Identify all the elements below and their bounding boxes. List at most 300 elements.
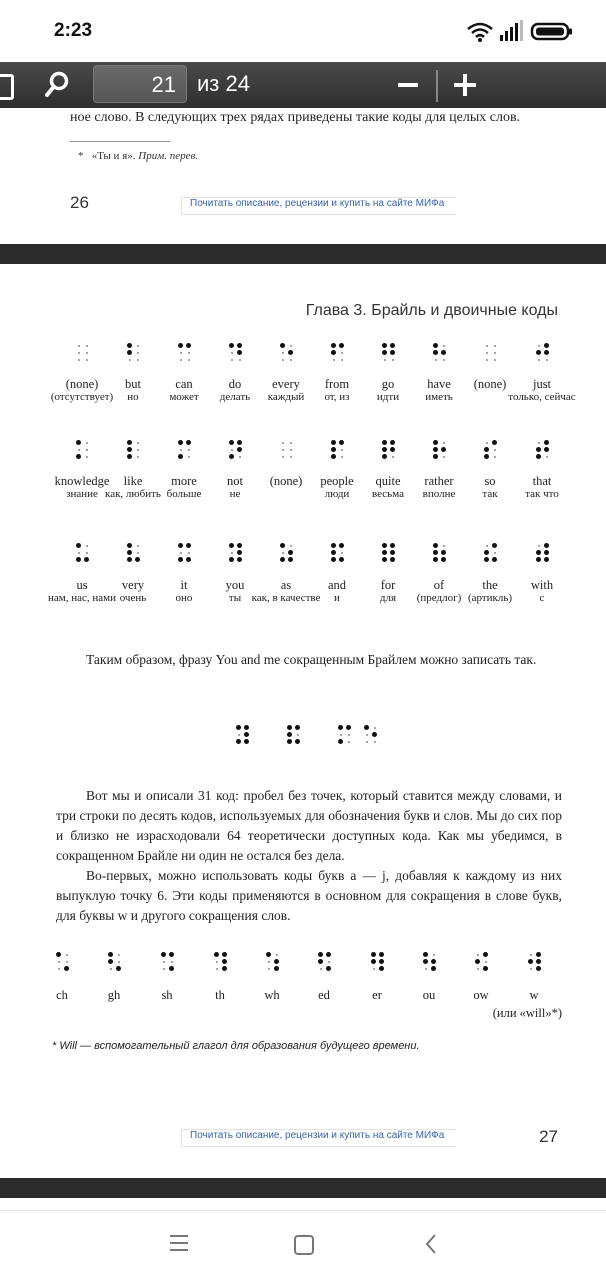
label-en: from [324, 377, 350, 391]
braille-dot-6 [186, 454, 191, 459]
label-ru: вполне [422, 488, 456, 500]
braille-dot-3 [76, 454, 81, 459]
braille-dot-4 [274, 952, 279, 957]
braille-dot-5 [372, 732, 377, 737]
braille-dot-6 [169, 966, 174, 971]
braille-dot-4 [222, 952, 227, 957]
page-number-27: 27 [539, 1127, 558, 1146]
braille-dot-2 [364, 732, 369, 737]
search-icon[interactable] [44, 71, 70, 99]
braille-dot-6 [441, 357, 446, 362]
status-bar [0, 0, 606, 62]
braille-dot-6 [288, 357, 293, 362]
braille-dot-3 [236, 739, 241, 744]
braille-dot-6 [431, 966, 436, 971]
braille-dot-4 [390, 543, 395, 548]
label-en: but [125, 377, 141, 391]
braille-dot-5 [288, 350, 293, 355]
braille-dot-4 [186, 543, 191, 548]
braille-dot-1 [287, 725, 292, 730]
label-en: (none) [269, 474, 303, 488]
braille-dot-1 [318, 952, 323, 957]
braille-dot-5 [326, 959, 331, 964]
braille-dot-6 [339, 357, 344, 362]
label-en: knowledge [54, 474, 110, 488]
wifi-icon [468, 24, 492, 42]
label-ru: идти [376, 391, 400, 403]
braille-dot-1 [484, 343, 489, 348]
braille-dot-1 [161, 952, 166, 957]
label-ru: может [169, 391, 199, 403]
braille-dot-3 [475, 966, 480, 971]
page-separator-top [0, 244, 606, 264]
braille-dot-5 [492, 350, 497, 355]
reader-toolbar [0, 62, 606, 108]
braille-dot-2 [475, 959, 480, 964]
label-en: w [529, 988, 539, 1002]
braille-dot-2 [178, 550, 183, 555]
braille-dot-3 [382, 357, 387, 362]
braille-dot-4 [84, 543, 89, 548]
braille-dot-2 [127, 550, 132, 555]
braille-dot-1 [229, 343, 234, 348]
braille-dot-2 [214, 959, 219, 964]
braille-dot-2 [280, 447, 285, 452]
label-en: gh [107, 988, 121, 1002]
label-ru: нам, нас, нами [48, 592, 116, 604]
braille-dot-6 [274, 966, 279, 971]
braille-dot-4 [64, 952, 69, 957]
mif-link-top[interactable]: Почитать описание, рецензии и купить на сайте МИФа [181, 197, 456, 215]
braille-dot-6 [237, 454, 242, 459]
braille-dot-1 [331, 440, 336, 445]
braille-dot-5 [492, 447, 497, 452]
braille-dot-5 [244, 732, 249, 737]
braille-dot-1 [484, 543, 489, 548]
braille-dot-4 [346, 725, 351, 730]
zoom-in-icon[interactable] [454, 74, 476, 96]
label-ru: очень [119, 592, 147, 604]
braille-dot-5 [390, 447, 395, 452]
braille-dot-5 [544, 447, 549, 452]
label-en: it [180, 578, 188, 592]
page-number-26: 26 [70, 193, 89, 212]
braille-dot-6 [84, 357, 89, 362]
paragraph-2 [56, 786, 562, 926]
label-en: of [433, 578, 445, 592]
braille-dot-4 [492, 440, 497, 445]
label-en: as [280, 578, 292, 592]
braille-dot-5 [492, 550, 497, 555]
previous-page [0, 108, 606, 244]
braille-dot-5 [346, 732, 351, 737]
braille-dot-1 [76, 343, 81, 348]
document-icon[interactable] [0, 74, 14, 100]
braille-dot-4 [483, 952, 488, 957]
braille-dot-4 [536, 952, 541, 957]
braille-dot-5 [483, 959, 488, 964]
braille-dot-3 [331, 454, 336, 459]
braille-dot-1 [536, 440, 541, 445]
braille-dot-2 [331, 447, 336, 452]
braille-dot-3 [536, 454, 541, 459]
braille-dot-1 [127, 543, 132, 548]
braille-dot-3 [371, 966, 376, 971]
braille-dot-2 [76, 550, 81, 555]
braille-dot-2 [236, 732, 241, 737]
braille-dot-5 [222, 959, 227, 964]
footnote-rule [70, 141, 170, 142]
braille-dot-4 [379, 952, 384, 957]
braille-dot-6 [492, 357, 497, 362]
braille-dot-2 [161, 959, 166, 964]
label-ru: (отсутствует) [50, 391, 114, 403]
label-en: just [532, 377, 552, 391]
braille-dot-5 [339, 350, 344, 355]
braille-dot-3 [423, 966, 428, 971]
braille-dot-1 [229, 543, 234, 548]
braille-dot-3 [287, 739, 292, 744]
braille-dot-3 [433, 357, 438, 362]
braille-dot-6 [186, 357, 191, 362]
label-en: and [327, 578, 347, 592]
braille-dot-5 [84, 447, 89, 452]
braille-dot-5 [135, 550, 140, 555]
chapter-title: Глава 3. Брайль и двоичные коды [305, 302, 558, 319]
braille-dot-1 [364, 725, 369, 730]
braille-dot-1 [433, 343, 438, 348]
braille-dot-1 [56, 952, 61, 957]
label-ru: знание [66, 488, 98, 500]
label-en: the [482, 578, 498, 592]
braille-dot-3 [161, 966, 166, 971]
label-en: sh [161, 988, 173, 1002]
braille-dot-6 [288, 557, 293, 562]
braille-dot-6 [492, 454, 497, 459]
page-count: из 24 [197, 71, 250, 96]
braille-dot-5 [441, 350, 446, 355]
label-ru: для [379, 592, 397, 604]
braille-dot-2 [484, 350, 489, 355]
label-en: go [381, 377, 395, 391]
label-ru: только, сейчас [508, 391, 576, 403]
braille-dot-3 [229, 454, 234, 459]
braille-dot-3 [536, 557, 541, 562]
braille-dot-4 [237, 440, 242, 445]
braille-dot-4 [288, 343, 293, 348]
label-en: you [225, 578, 245, 592]
braille-dot-5 [288, 447, 293, 452]
braille-dot-6 [536, 966, 541, 971]
braille-dot-4 [544, 440, 549, 445]
braille-dot-5 [441, 550, 446, 555]
label-ru: весьма [372, 488, 404, 500]
braille-dot-2 [371, 959, 376, 964]
status-icons [464, 20, 584, 44]
braille-dot-2 [331, 350, 336, 355]
braille-dot-2 [76, 350, 81, 355]
braille-dot-1 [280, 343, 285, 348]
braille-dot-5 [135, 350, 140, 355]
braille-dot-2 [229, 447, 234, 452]
braille-dot-2 [56, 959, 61, 964]
braille-dot-2 [229, 550, 234, 555]
braille-dot-6 [390, 357, 395, 362]
label-en: rather [424, 474, 454, 488]
braille-dot-4 [339, 440, 344, 445]
label-ru: так [482, 488, 498, 500]
braille-dot-2 [484, 447, 489, 452]
braille-dot-2 [382, 447, 387, 452]
paragraph-2a-text: Вот мы и описали 31 код: пробел без точек, который ставится между словами, и три строки по десять кодов, используемых для обозначения букв и слов. Мы до сих пор и близко не израсходовали 64 теоретически доступных кода. Как мы убедимся, в сокращенном Брайле ни один не остался без дела. [56, 788, 562, 863]
braille-dot-4 [135, 440, 140, 445]
braille-dot-3 [338, 739, 343, 744]
braille-dot-6 [339, 557, 344, 562]
braille-dot-4 [441, 343, 446, 348]
braille-dot-4 [237, 543, 242, 548]
braille-dot-3 [433, 454, 438, 459]
braille-dot-2 [338, 732, 343, 737]
braille-dot-3 [484, 557, 489, 562]
braille-dot-2 [536, 350, 541, 355]
braille-dot-2 [484, 550, 489, 555]
braille-dot-6 [288, 454, 293, 459]
label-ru: не [229, 488, 241, 500]
braille-dot-2 [423, 959, 428, 964]
label-ru: как, в качестве [251, 592, 321, 604]
braille-dot-1 [484, 440, 489, 445]
braille-dot-3 [280, 357, 285, 362]
braille-dot-5 [135, 447, 140, 452]
braille-dot-2 [382, 550, 387, 555]
braille-dot-5 [237, 550, 242, 555]
braille-dot-3 [229, 357, 234, 362]
braille-dot-2 [280, 550, 285, 555]
braille-dot-4 [244, 725, 249, 730]
braille-dot-3 [127, 454, 132, 459]
mif-link-bottom[interactable]: Почитать описание, рецензии и купить на сайте МИФа [181, 1129, 456, 1147]
braille-dot-1 [536, 343, 541, 348]
braille-dot-3 [214, 966, 219, 971]
braille-dot-3 [127, 557, 132, 562]
label-en: do [228, 377, 242, 391]
braille-dot-1 [382, 440, 387, 445]
braille-dot-2 [287, 732, 292, 737]
braille-dot-2 [127, 447, 132, 452]
braille-dot-6 [441, 557, 446, 562]
braille-dot-6 [339, 454, 344, 459]
braille-dot-1 [236, 725, 241, 730]
braille-dot-2 [229, 350, 234, 355]
braille-dot-1 [214, 952, 219, 957]
braille-label [505, 377, 579, 404]
braille-dot-2 [76, 447, 81, 452]
braille-dot-5 [169, 959, 174, 964]
braille-dot-1 [382, 543, 387, 548]
braille-dot-6 [135, 454, 140, 459]
prev-page-footnote [78, 150, 198, 162]
braille-dot-1 [338, 725, 343, 730]
braille-dot-5 [390, 350, 395, 355]
braille-dot-6 [116, 966, 121, 971]
braille-dot-2 [108, 959, 113, 964]
braille-dot-6 [544, 454, 549, 459]
braille-dot-3 [382, 454, 387, 459]
label-en: th [215, 988, 225, 1002]
braille-dot-3 [108, 966, 113, 971]
braille-dot-3 [433, 557, 438, 562]
braille-dot-2 [127, 350, 132, 355]
braille-dot-1 [178, 440, 183, 445]
label-ru: каждый [267, 391, 305, 403]
braille-dot-5 [274, 959, 279, 964]
braille-dot-5 [84, 550, 89, 555]
braille-dot-4 [492, 343, 497, 348]
label-ru: (артикль) [467, 592, 513, 604]
page-separator-bottom [0, 1178, 606, 1198]
braille-dot-6 [244, 739, 249, 744]
label-ru: так что [525, 488, 559, 500]
braille-dot-3 [280, 557, 285, 562]
braille-dot-5 [339, 550, 344, 555]
braille-dot-4 [441, 543, 446, 548]
braille-dot-1 [76, 440, 81, 445]
braille-dot-5 [544, 350, 549, 355]
braille-dot-2 [528, 959, 533, 964]
braille-dot-1 [433, 440, 438, 445]
braille-dot-4 [84, 440, 89, 445]
braille-dot-4 [169, 952, 174, 957]
label-en: not [227, 474, 243, 488]
braille-dot-1 [475, 952, 480, 957]
braille-dot-6 [64, 966, 69, 971]
braille-dot-4 [186, 440, 191, 445]
label-en: that [532, 474, 552, 488]
label-ru: с [539, 592, 545, 604]
label-ru: от, из [324, 391, 350, 403]
braille-dot-3 [536, 357, 541, 362]
braille-dot-1 [280, 543, 285, 548]
menu-icon[interactable] [170, 1235, 188, 1256]
braille-dot-4 [295, 725, 300, 730]
label-en: ch [56, 988, 68, 1002]
braille-dot-1 [382, 343, 387, 348]
braille-dot-4 [339, 343, 344, 348]
braille-dot-1 [127, 440, 132, 445]
braille-dot-1 [178, 543, 183, 548]
braille-dot-3 [178, 454, 183, 459]
braille-dot-2 [318, 959, 323, 964]
braille-dot-2 [280, 350, 285, 355]
braille-dot-4 [544, 543, 549, 548]
braille-dot-4 [288, 543, 293, 548]
braille-dot-6 [544, 557, 549, 562]
label-en: can [175, 377, 193, 391]
braille-dot-6 [237, 557, 242, 562]
toolbar-divider [436, 70, 438, 102]
back-icon[interactable] [424, 1233, 438, 1255]
label-en: ow [473, 988, 489, 1002]
braille-dot-2 [266, 959, 271, 964]
braille-dot-3 [331, 357, 336, 362]
braille-dot-5 [186, 550, 191, 555]
braille-dot-1 [371, 952, 376, 957]
label-en: with [530, 578, 554, 592]
label-en: (none) [473, 377, 507, 391]
braille-dot-4 [186, 343, 191, 348]
braille-dot-4 [116, 952, 121, 957]
braille-dot-1 [108, 952, 113, 957]
braille-dot-3 [127, 357, 132, 362]
braille-dot-5 [390, 550, 395, 555]
braille-dot-5 [379, 959, 384, 964]
label-en: ed [318, 988, 330, 1002]
braille-dot-3 [76, 357, 81, 362]
braille-dot-5 [116, 959, 121, 964]
braille-dot-3 [266, 966, 271, 971]
system-nav-bar [0, 1210, 606, 1281]
paragraph-2b-text: Во-первых, можно использовать коды букв a — j, добавляя к каждому из них выпуклую точку 6. Эти коды применяются в основном для сокращения в слове букв, для буквы w и другого сокращения слов. [56, 868, 562, 923]
braille-dot-5 [431, 959, 436, 964]
label-ru: оно [175, 592, 193, 604]
braille-dot-6 [390, 557, 395, 562]
braille-dot-6 [346, 739, 351, 744]
label-en: us [76, 578, 88, 592]
contraction-label [497, 988, 571, 1002]
braille-dot-2 [536, 550, 541, 555]
braille-dot-3 [76, 557, 81, 562]
braille-dot-4 [135, 343, 140, 348]
braille-dot-2 [331, 550, 336, 555]
braille-dot-5 [441, 447, 446, 452]
label-ru: как, любить [105, 488, 161, 500]
braille-dot-1 [229, 440, 234, 445]
braille-dot-3 [528, 966, 533, 971]
braille-dot-5 [237, 447, 242, 452]
braille-dot-6 [483, 966, 488, 971]
zoom-out-icon[interactable] [398, 83, 418, 87]
braille-dot-2 [382, 350, 387, 355]
label-en: quite [375, 474, 401, 488]
braille-dot-4 [84, 343, 89, 348]
braille-dot-2 [433, 350, 438, 355]
braille-dot-4 [431, 952, 436, 957]
braille-dot-6 [84, 454, 89, 459]
page-number-input[interactable]: 21 [93, 65, 187, 103]
label-en: like [123, 474, 143, 488]
label-en: (none) [65, 377, 99, 391]
braille-dot-4 [372, 725, 377, 730]
braille-dot-4 [135, 543, 140, 548]
braille-dot-5 [237, 350, 242, 355]
label-ru: иметь [425, 391, 453, 403]
signal-icon [500, 20, 523, 41]
footnote-italic: Прим. перев. [138, 150, 199, 162]
label-ru: ты [228, 592, 242, 604]
label-ru: делать [219, 391, 251, 403]
braille-dot-1 [331, 343, 336, 348]
braille-dot-4 [390, 440, 395, 445]
label-ru: и [334, 592, 340, 604]
braille-dot-6 [379, 966, 384, 971]
home-icon[interactable] [294, 1235, 314, 1255]
label-en: for [380, 578, 396, 592]
label-en: have [427, 377, 451, 391]
braille-dot-5 [186, 350, 191, 355]
braille-dot-2 [178, 447, 183, 452]
braille-dot-2 [433, 550, 438, 555]
braille-dot-5 [295, 732, 300, 737]
